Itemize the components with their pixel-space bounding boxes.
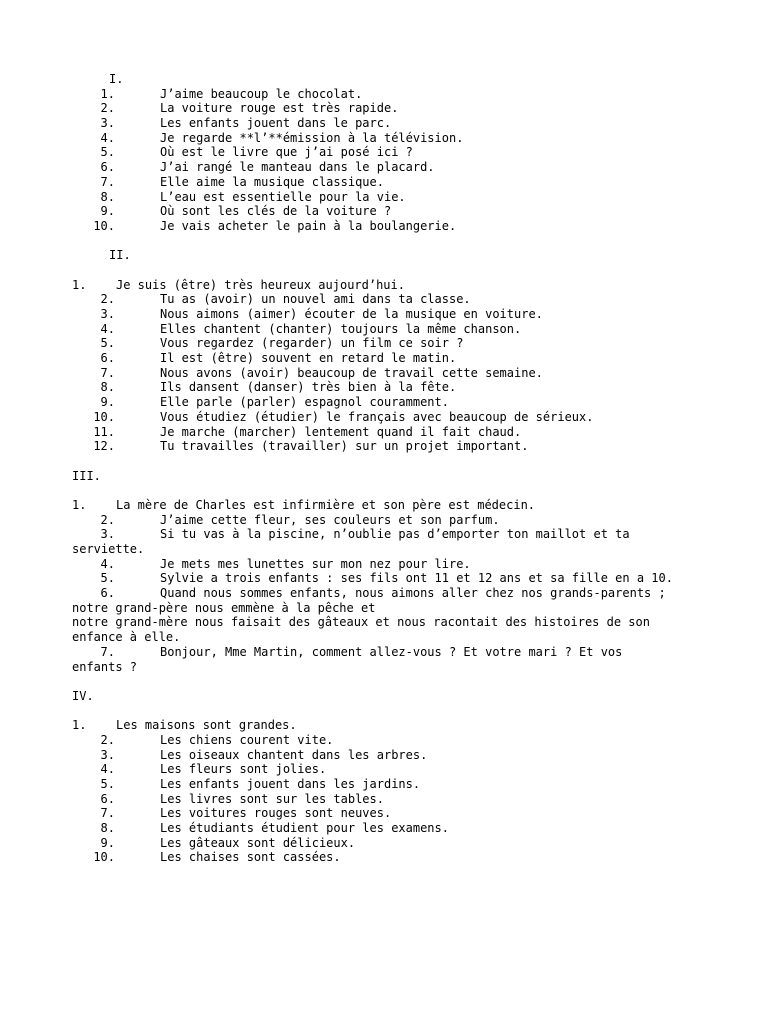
list-item-text: Ils dansent (danser) très bien à la fête. (160, 380, 457, 395)
list-item-number: 2. (100, 732, 115, 747)
section-heading: IV. (72, 688, 94, 703)
list-item (72, 366, 702, 381)
list-item-text: Elles chantent (chanter) toujours la même chanson. (160, 321, 522, 336)
list-item: 7. Bonjour, Mme Martin, comment allez-vous ? Et votre mari ? Et vos (100, 644, 623, 659)
list-item-number: 8. (100, 189, 115, 204)
list-item-text: Tu travailles (travailler) sur un projet important. (160, 439, 529, 454)
list-item-number: 4. (100, 130, 115, 145)
list-item: 3. Si tu vas à la piscine, n’oublie pas d’emporter ton maillot et ta (100, 527, 630, 542)
list-item (72, 777, 702, 792)
list-item-number: 5. (100, 777, 115, 791)
section-heading: II. (109, 248, 131, 263)
list-item: 2. J’aime cette fleur, ses couleurs et son parfum. (100, 512, 500, 527)
section-1 (72, 72, 702, 234)
list-item-continuation: enfants ? (72, 659, 138, 674)
list-item-continuation: notre grand-père nous emmène à la pêche et (72, 600, 376, 615)
list-item-number: 7. (100, 174, 115, 189)
list-item-number: 5. (100, 336, 115, 351)
list-item (72, 821, 702, 836)
section-2 (72, 248, 702, 454)
list-item-number: 1. (100, 86, 115, 101)
list-item-text: Les livres sont sur les tables. (160, 791, 384, 806)
list-item-number: 10. (93, 409, 115, 424)
list-item (72, 131, 702, 146)
section-1-list (72, 87, 702, 234)
list-item-number: 6. (100, 160, 115, 175)
list-item-number: 12. (93, 439, 115, 454)
list-item-text: Tu as (avoir) un nouvel ami dans ta classe. (160, 292, 471, 307)
list-item-text: Les étudiants étudient pour les examens. (160, 821, 449, 836)
list-item-number: 3. (100, 747, 115, 762)
section-4-list (72, 733, 702, 865)
list-item-text: Les gâteaux sont délicieux. (160, 835, 356, 850)
list-item (72, 439, 702, 454)
list-item (72, 204, 702, 219)
list-item-text: Je regarde **l’**émission à la télévision. (160, 130, 464, 145)
list-item-text: Les chiens courent vite. (160, 732, 334, 747)
list-item (72, 762, 702, 777)
list-item-text: Les enfants jouent dans les jardins. (160, 777, 421, 791)
list-item-text: Nous aimons (aimer) écouter de la musique en voiture. (160, 307, 543, 321)
list-item (72, 395, 702, 410)
list-item-number: 2. (100, 101, 115, 116)
list-item: 1. Les maisons sont grandes. (72, 718, 297, 733)
list-item-text: Les oiseaux chantent dans les arbres. (160, 747, 428, 762)
list-item (72, 733, 702, 748)
list-item: 1. La mère de Charles est infirmière et son père est médecin. (72, 497, 536, 512)
list-item: 4. Je mets mes lunettes sur mon nez pour lire. (100, 556, 471, 571)
list-item (72, 806, 702, 821)
list-item (72, 160, 702, 175)
list-item-text: La voiture rouge est très rapide. (160, 101, 399, 116)
list-item-number: 10. (93, 850, 115, 865)
list-item-number: 3. (100, 116, 115, 131)
list-item-text: Elle parle (parler) espagnol couramment. (160, 395, 449, 410)
list-item-text: Les chaises sont cassées. (160, 850, 341, 865)
list-item-text: Vous étudiez (étudier) le français avec beaucoup de sérieux. (160, 409, 594, 424)
list-item (72, 87, 702, 102)
list-item-number: 6. (100, 791, 115, 806)
list-item-text: Je vais acheter le pain à la boulangerie. (160, 218, 457, 233)
list-item-text: Où sont les clés de la voiture ? (160, 204, 392, 219)
list-item-number: 6. (100, 351, 115, 366)
list-item-text: L’eau est essentielle pour la vie. (160, 189, 406, 204)
list-item-number: 8. (100, 821, 115, 836)
list-item-number: 4. (100, 321, 115, 336)
list-item-number: 5. (100, 145, 115, 160)
list-item-text: J’aime beaucoup le chocolat. (160, 86, 363, 101)
list-item-text: J’ai rangé le manteau dans le placard. (160, 160, 435, 175)
section-heading: III. (72, 468, 101, 483)
list-item (72, 410, 702, 425)
list-item-text: Les enfants jouent dans le parc. (160, 116, 392, 131)
list-item-text: Elle aime la musique classique. (160, 174, 384, 189)
list-item (72, 292, 702, 307)
list-item (72, 101, 702, 116)
section-2-list (72, 292, 702, 454)
list-item-continuation: serviette. (72, 542, 145, 556)
list-item-text: Nous avons (avoir) beaucoup de travail cette semaine. (160, 365, 543, 380)
list-item (72, 307, 702, 322)
list-item (72, 380, 702, 395)
list-item-number: 9. (100, 204, 115, 219)
list-item (72, 322, 702, 337)
list-item (72, 792, 702, 807)
list-item-number: 7. (100, 365, 115, 380)
list-item-number: 8. (100, 380, 115, 395)
list-item (72, 748, 702, 763)
list-item (72, 425, 702, 440)
list-item-number: 10. (93, 218, 115, 233)
list-item (72, 175, 702, 190)
list-item (72, 116, 702, 131)
list-item (72, 351, 702, 366)
list-item-number: 4. (100, 762, 115, 777)
list-item-text: Les fleurs sont jolies. (160, 762, 327, 777)
list-item-text: Vous regardez (regarder) un film ce soir ? (160, 336, 464, 351)
list-item (72, 219, 702, 234)
list-item-number: 9. (100, 835, 115, 850)
list-item-number: 7. (100, 806, 115, 821)
list-item-number: 9. (100, 395, 115, 410)
list-item (72, 190, 702, 205)
list-item-number: 2. (100, 292, 115, 307)
list-item (72, 836, 702, 851)
list-item (72, 145, 702, 160)
list-item-continuation: notre grand-mère nous faisait des gâteaux et nous racontait des histoires de son (72, 615, 650, 630)
list-item-text: Je marche (marcher) lentement quand il fait chaud. (160, 424, 522, 439)
list-item-number: 3. (100, 307, 115, 321)
list-item-text: Il est (être) souvent en retard le matin. (160, 351, 457, 366)
list-item: 5. Sylvie a trois enfants : ses fils ont 11 et 12 ans et sa fille en a 10. (100, 571, 673, 586)
list-item: 1. Je suis (être) très heureux aujourd’hui. (72, 277, 405, 292)
document-page (72, 72, 702, 865)
list-item-number: 11. (93, 424, 115, 439)
list-item (72, 336, 702, 351)
section-3 (72, 469, 702, 675)
section-heading: I. (109, 72, 124, 86)
list-item: 6. Quand nous sommes enfants, nous aimons aller chez nos grands-parents ; (100, 586, 666, 601)
list-item (72, 850, 702, 865)
list-item-continuation: enfance à elle. (72, 630, 181, 645)
section-4 (72, 689, 702, 865)
list-item-text: Les voitures rouges sont neuves. (160, 806, 392, 821)
list-item-text: Où est le livre que j’ai posé ici ? (160, 145, 413, 160)
